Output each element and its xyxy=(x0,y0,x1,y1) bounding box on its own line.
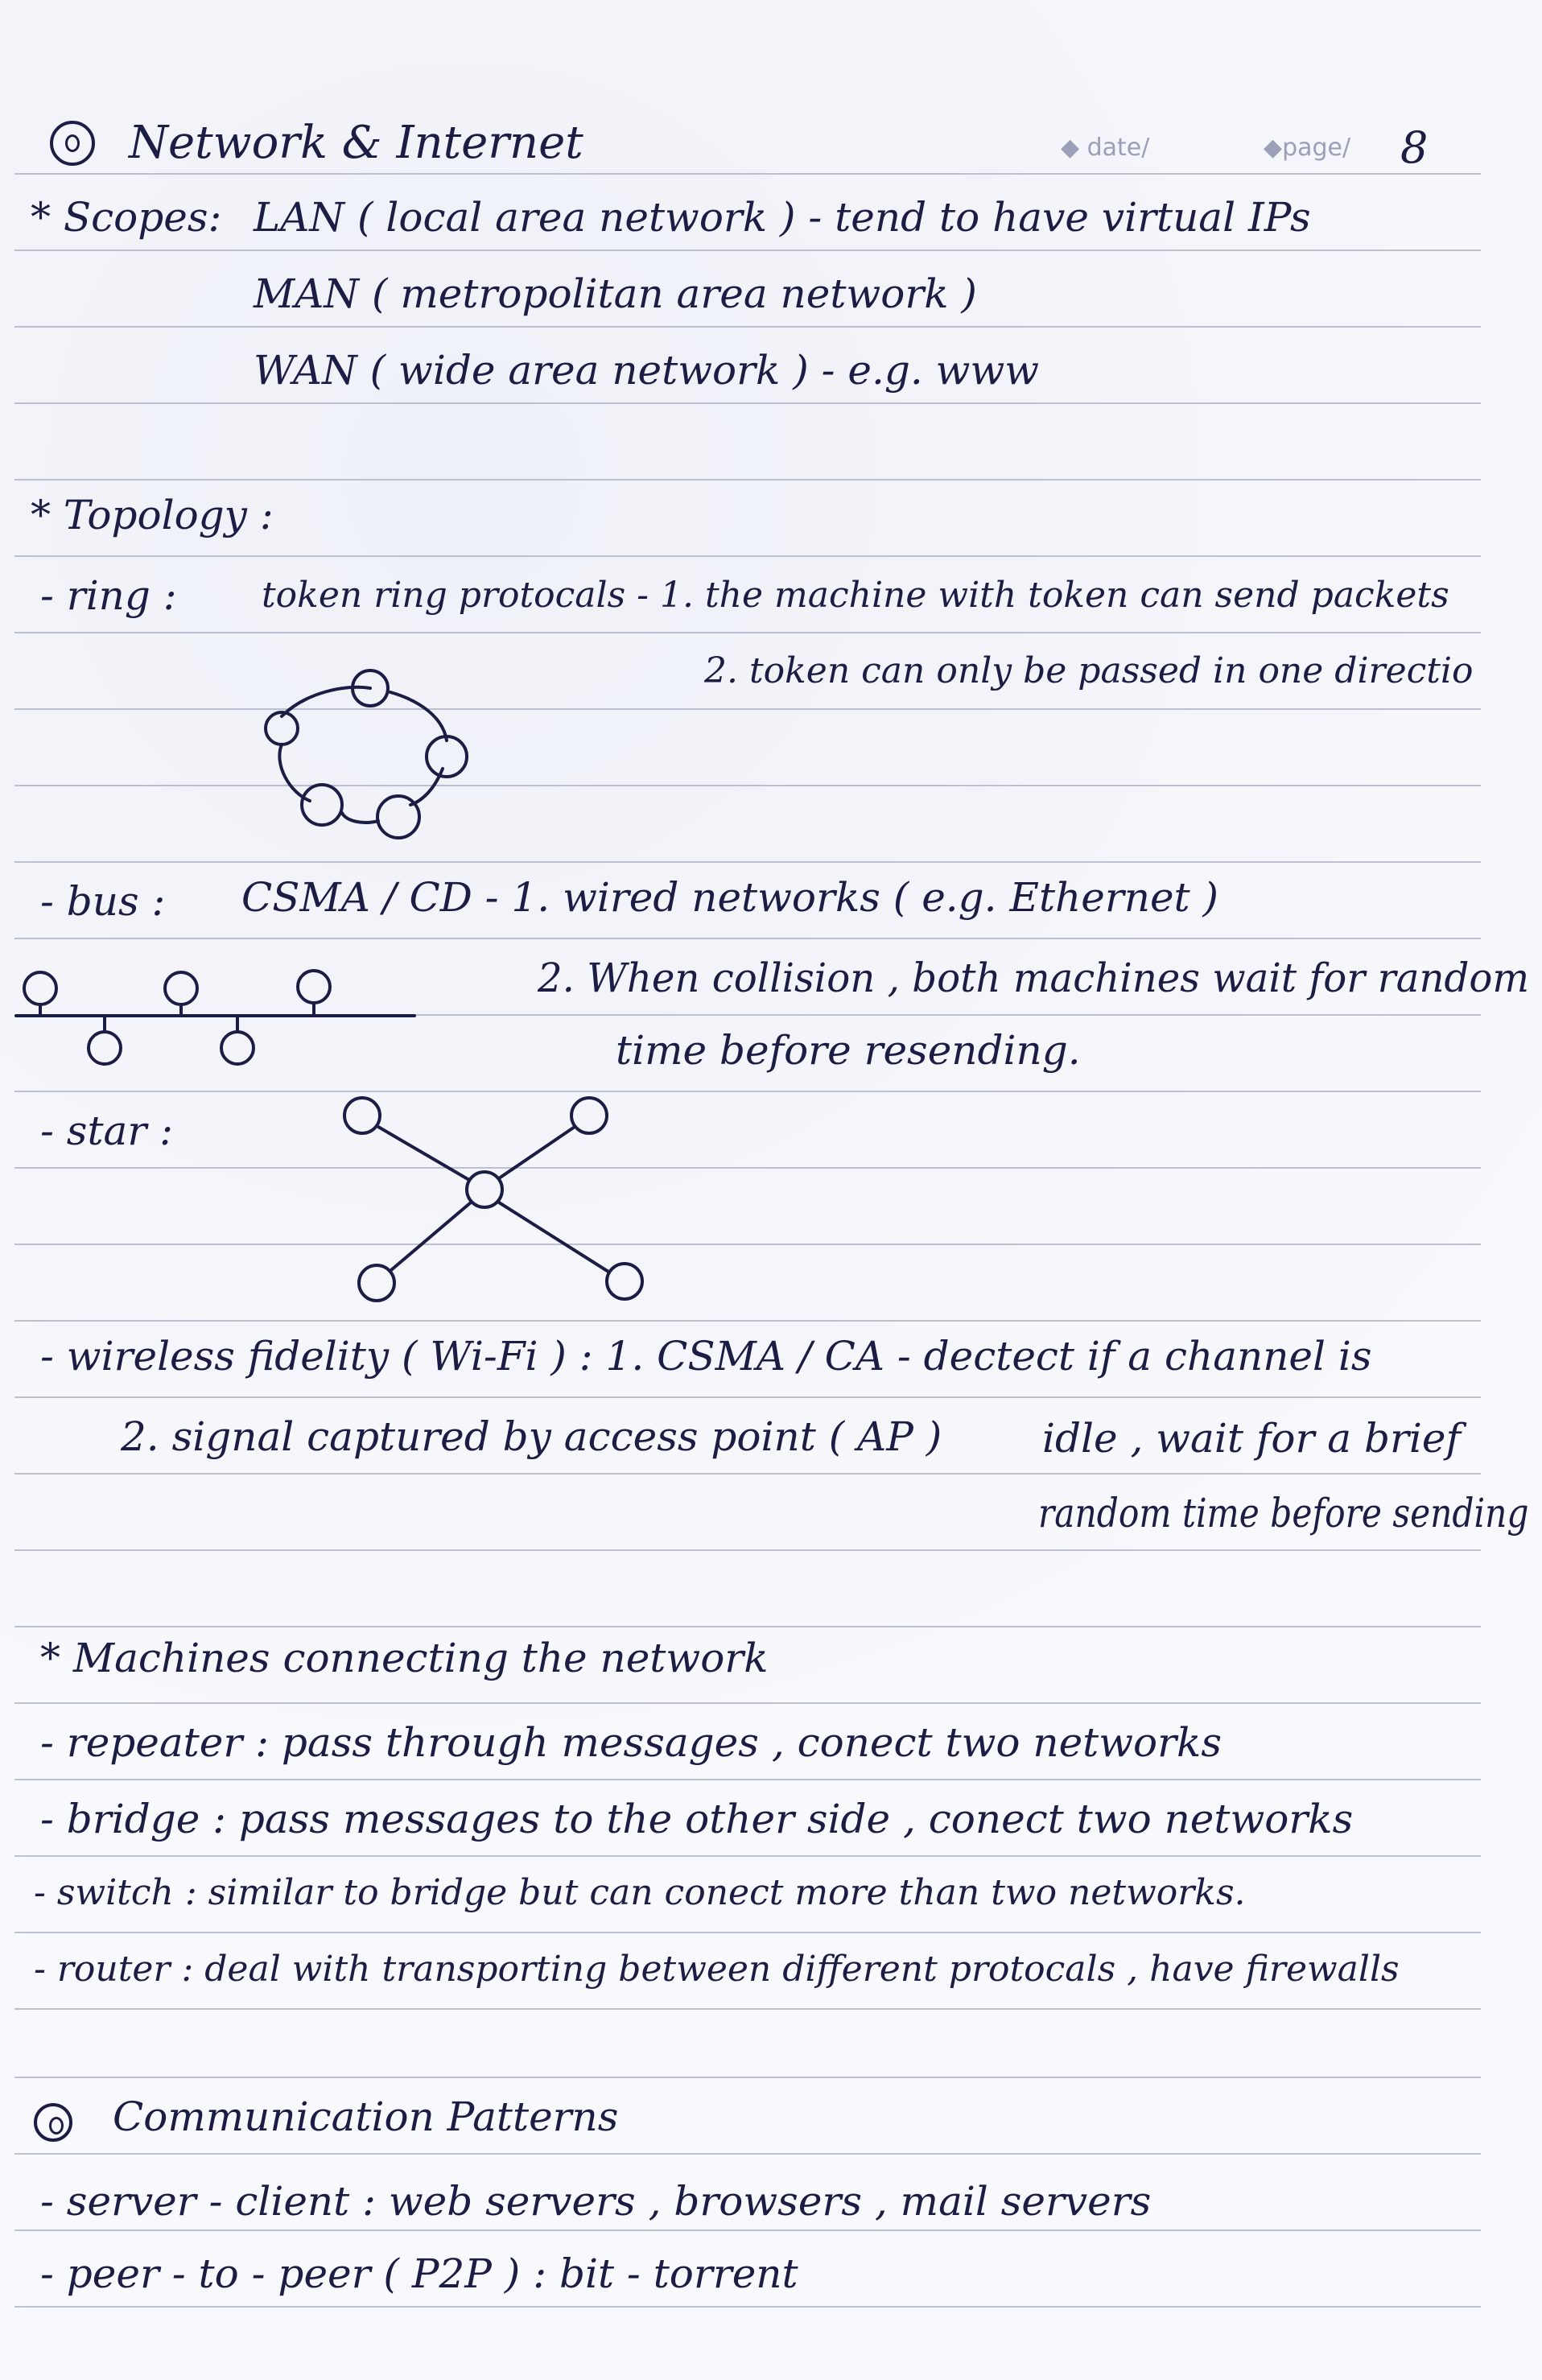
ruled-line xyxy=(14,1932,1481,1933)
ruled-line xyxy=(14,2008,1481,2010)
star-label: - star : xyxy=(40,1108,173,1154)
ruled-line xyxy=(14,173,1481,175)
page-label: ◆page/ xyxy=(1264,134,1351,162)
ruled-line xyxy=(14,1167,1481,1169)
ruled-line xyxy=(14,861,1481,863)
section-bullet-icon xyxy=(34,2103,72,2142)
ring-text-1: token ring protocals - 1. the machine with token can send packets xyxy=(262,575,1449,616)
star-topology-diagram xyxy=(338,1087,660,1304)
ruled-line xyxy=(14,1320,1481,1322)
ring-label: - ring : xyxy=(40,572,177,619)
ruled-line xyxy=(14,938,1481,939)
page-number: 8 xyxy=(1400,122,1429,173)
communication-p2p: - peer - to - peer ( P2P ) : bit - torrent xyxy=(40,2250,798,2297)
page-title: Network & Internet xyxy=(129,117,583,169)
ruled-line xyxy=(14,1855,1481,1857)
bus-text-3: time before resending. xyxy=(616,1027,1081,1074)
wifi-text-2: 2. signal captured by access point ( AP ) xyxy=(121,1413,942,1460)
scopes-wan: WAN ( wide area network ) - e.g. www xyxy=(254,347,1040,394)
machines-bridge: - bridge : pass messages to the other side , conect two networks xyxy=(40,1796,1354,1842)
bus-text-1: CSMA / CD - 1. wired networks ( e.g. Ethernet ) xyxy=(241,874,1219,921)
date-label: ◆ date/ xyxy=(1061,134,1150,162)
ruled-line xyxy=(14,1091,1481,1092)
scopes-lan: LAN ( local area network ) - tend to have virtual IPs xyxy=(254,194,1311,241)
topology-heading: * Topology : xyxy=(31,492,274,538)
ruled-line xyxy=(14,479,1481,481)
ruled-line xyxy=(14,1702,1481,1704)
section-bullet-icon xyxy=(50,121,95,166)
scopes-heading: * Scopes: xyxy=(31,194,222,241)
ruled-line xyxy=(14,632,1481,633)
ruled-line xyxy=(14,1626,1481,1627)
ring-topology-diagram xyxy=(249,660,483,853)
ruled-line xyxy=(14,2153,1481,2155)
machines-switch: - switch : similar to bridge but can conect more than two networks. xyxy=(34,1872,1246,1913)
ruled-line xyxy=(14,1779,1481,1780)
ruled-line xyxy=(14,1396,1481,1398)
communication-server-client: - server - client : web servers , browsers , mail servers xyxy=(40,2178,1152,2225)
ruled-line xyxy=(14,250,1481,251)
ruled-line xyxy=(14,2306,1481,2308)
ruled-line xyxy=(14,708,1481,710)
ruled-line xyxy=(14,1549,1481,1551)
bus-label: - bus : xyxy=(40,878,166,925)
ruled-line xyxy=(14,555,1481,557)
ruled-line xyxy=(14,326,1481,328)
ruled-line xyxy=(14,402,1481,404)
ruled-line xyxy=(14,2229,1481,2231)
machines-heading: * Machines connecting the network xyxy=(40,1635,769,1681)
bus-topology-diagram xyxy=(16,958,418,1070)
machines-repeater: - repeater : pass through messages , conect two networks xyxy=(40,1719,1222,1766)
bus-text-2: 2. When collision , both machines wait for random xyxy=(538,955,1530,1001)
ruled-line xyxy=(14,785,1481,786)
wifi-text-1: - wireless fidelity ( Wi-Fi ) : 1. CSMA / CA - dectect if a channel is xyxy=(40,1333,1372,1380)
wifi-text-4: random time before sending xyxy=(1038,1490,1529,1536)
machines-router: - router : deal with transporting between different protocals , have firewalls xyxy=(34,1949,1400,1990)
ruled-line xyxy=(14,1244,1481,1245)
ruled-line xyxy=(14,1473,1481,1475)
wifi-text-3: idle , wait for a brief xyxy=(1042,1415,1461,1462)
scopes-man: MAN ( metropolitan area network ) xyxy=(254,270,977,317)
ring-text-2: 2. token can only be passed in one directio xyxy=(704,650,1474,691)
ruled-line xyxy=(14,2077,1481,2078)
communication-heading: Communication Patterns xyxy=(113,2093,619,2140)
